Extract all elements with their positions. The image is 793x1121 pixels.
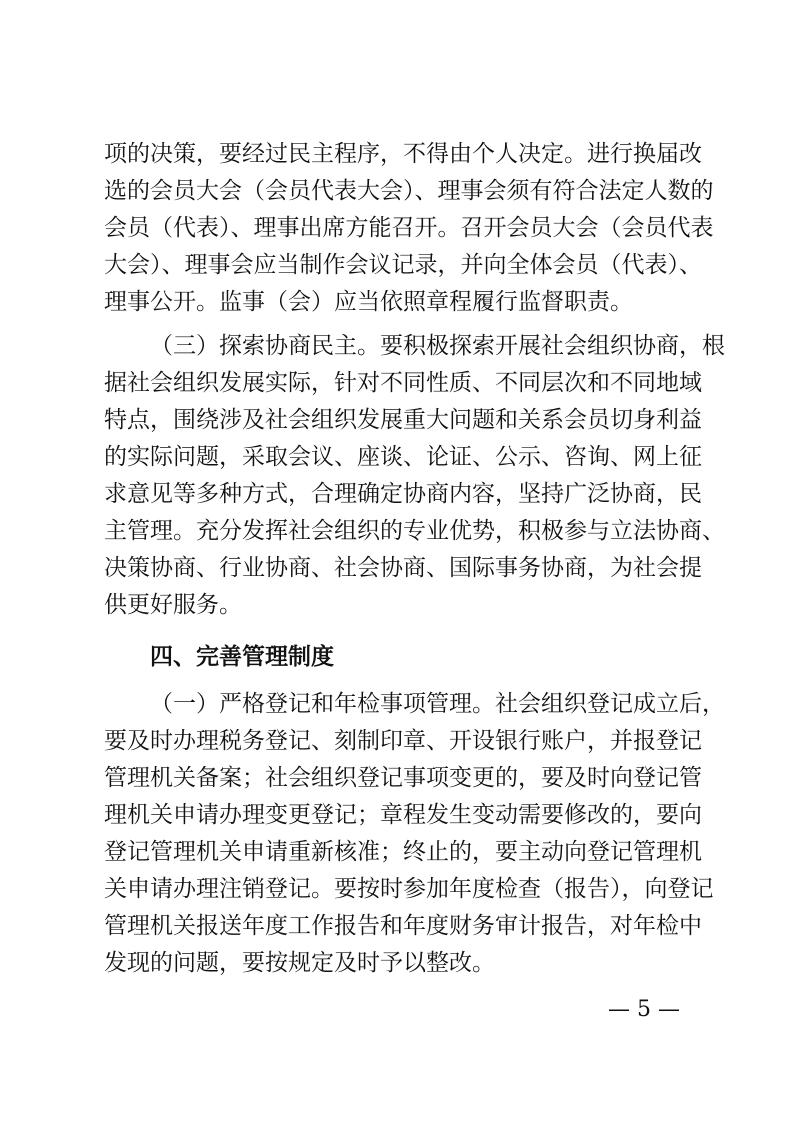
text-line-1: 项的决策，要经过民主程序，不得由个人决定。进行换届改 — [104, 141, 702, 167]
text-line-10: 求意见等多种方式，合理确定协商内容，坚持广泛协商，民 — [104, 481, 702, 507]
text-line-13: 供更好服务。 — [104, 592, 242, 618]
text-line-15: （一）严格登记和年检事项管理。社会组织登记成立后， — [150, 691, 725, 717]
text-line-16: 要及时办理税务登记、刻制印章、开设银行账户，并报登记 — [104, 728, 702, 754]
section-heading: 四、完善管理制度 — [150, 644, 334, 670]
text-line-12: 决策协商、行业协商、社会协商、国际事务协商，为社会提 — [104, 555, 702, 581]
text-line-20: 关申请办理注销登记。要按时参加年度检查（报告），向登记 — [104, 876, 714, 902]
text-line-7: 据社会组织发展实际，针对不同性质、不同层次和不同地域 — [104, 370, 702, 396]
text-line-22: 发现的问题，要按规定及时予以整改。 — [104, 950, 495, 976]
text-line-9: 的实际问题，采取会议、座谈、论证、公示、咨询、网上征 — [104, 444, 702, 470]
page-number: — 5 — — [608, 997, 680, 1022]
text-line-4: 大会）、理事会应当制作会议记录，并向全体会员（代表）、 — [104, 252, 702, 278]
text-line-6: （三）探索协商民主。要积极探索开展社会组织协商，根 — [150, 333, 725, 359]
text-line-3: 会员（代表）、理事出席方能召开。召开会员大会（会员代表 — [104, 215, 714, 241]
text-line-8: 特点，围绕涉及社会组织发展重大问题和关系会员切身利益 — [104, 407, 702, 433]
text-line-18: 理机关申请办理变更登记；章程发生变动需要修改的，要向 — [104, 802, 702, 828]
text-line-17: 管理机关备案；社会组织登记事项变更的，要及时向登记管 — [104, 765, 702, 791]
text-line-5: 理事公开。监事（会）应当依照章程履行监督职责。 — [104, 289, 633, 315]
text-line-11: 主管理。充分发挥社会组织的专业优势，积极参与立法协商、 — [104, 518, 725, 544]
text-line-21: 管理机关报送年度工作报告和年度财务审计报告，对年检中 — [104, 913, 702, 939]
text-line-19: 登记管理机关申请重新核准；终止的，要主动向登记管理机 — [104, 839, 702, 865]
text-line-2: 选的会员大会（会员代表大会）、理事会须有符合法定人数的 — [104, 178, 714, 204]
